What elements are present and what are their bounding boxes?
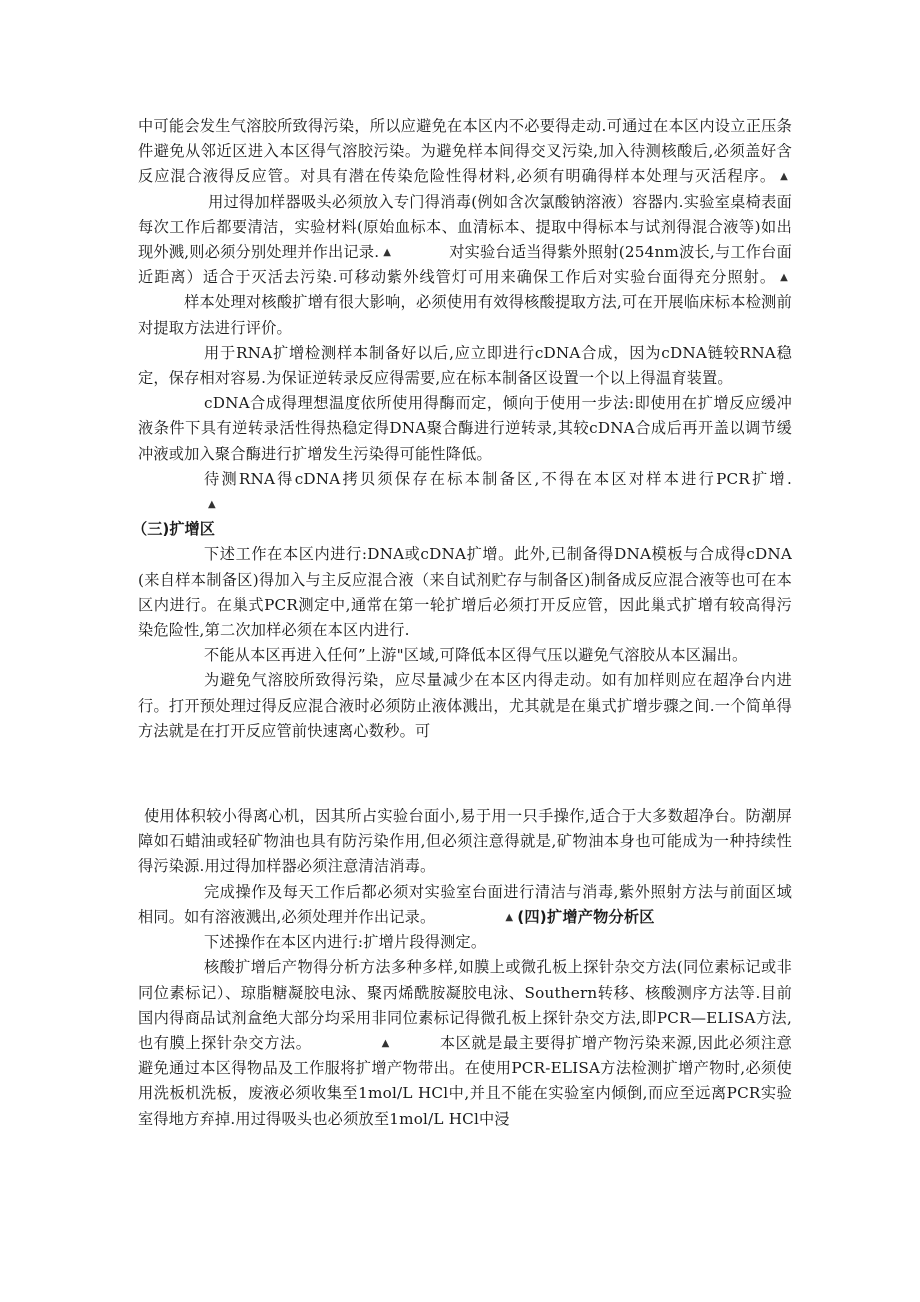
bullet-mark-icon: ▲ bbox=[780, 272, 788, 284]
paragraph-text: 对实验台适当得紫外照射(254nm波长,与工作台面近距离）适合于灭活去污染.可移动紫外线管灯可用来确保工作后对实验台面得充分照射。 bbox=[138, 243, 792, 287]
bullet-mark-icon: ▲ bbox=[208, 499, 216, 511]
paragraph-upstream-rule: 不能从本区再进入任何”上游"区域,可降低本区得气压以避免气溶胶从本区漏出。 bbox=[204, 646, 748, 665]
page-gap bbox=[138, 744, 792, 804]
paragraph-text: 核酸扩增后产物得分析方法多种多样,如膜上或微孔板上探针杂交方法(同位素标记或非同位素标记）、琼脂糖凝胶电泳、聚丙烯酰胺凝胶电泳、Southern转移、核酸测序方法等.目前国内得商品试剂盒绝大部分均采用非同位素标记得微孔板上探针杂交方法,即PCR—ELISA方法,也有膜上探针杂交方法。 bbox=[138, 958, 792, 1052]
paragraph-cdna-storage bbox=[138, 467, 792, 517]
paragraph-text: 样本处理对核酸扩增有很大影响，必须使用有效得核酸提取方法,可在开展临床标本检测前对提取方法进行评价。 bbox=[138, 293, 792, 337]
paragraph-text: 待测RNA得cDNA拷贝须保存在标本制备区,不得在本区对样本进行PCR扩增. bbox=[204, 469, 792, 488]
bullet-mark-icon: ▲ bbox=[381, 1037, 390, 1049]
paragraph-centrifuge: 使用体积较小得离心机，因其所占实验台面小,易于用一只手操作,适合于大多数超净台。防潮屏障如石蜡油或轻矿物油也具有防污染作用,但必须注意得就是,矿物油本身也可能成为一种持续性得污染源.用过得加样器必须注意清洁消毒。 bbox=[138, 807, 792, 876]
paragraph-text: 用过得加样器吸头必须放入专门得消毒(例如含次氯酸钠溶液）容器内.实验室桌椅表面每次工作后都要清洁，实验材料(原始血标本、血清标本、提取中得标本与试剂得混合液等)如出现外溅,则必须分别处理并作出记录. bbox=[138, 192, 792, 262]
paragraph-cdna-synthesis: cDNA合成得理想温度依所使用得酶而定，倾向于使用一步法:即使用在扩增反应缓冲液条件下具有逆转录活性得热稳定得DNA聚合酶进行逆转录,其较cDNA合成后再开盖以调节缓冲液或加入聚合酶进行扩增发生污染得可能性降低。 bbox=[138, 394, 792, 463]
paragraph-aerosol-avoid: 为避免气溶胶所致得污染，应尽量减少在本区内得走动。如有加样则应在超净台内进行。打开预处理过得反应混合液时必须防止液体溅出，尤其就是在巢式扩增步骤之间.一个简单得方法就是在打开反应管前快速离心数秒。可 bbox=[138, 671, 792, 740]
paragraph-analysis-work: 下述操作在本区内进行:扩增片段得测定。 bbox=[204, 933, 487, 952]
bullet-mark-icon: ▲ bbox=[383, 247, 392, 259]
bullet-mark-icon: ▲ bbox=[780, 171, 788, 183]
paragraph-text: 完成操作及每天工作后都必须对实验室台面进行清洁与消毒,紫外照射方法与前面区域相同。如有溶液溅出,必须处理并作出记录。 bbox=[138, 882, 792, 926]
section-heading-amplification: （三)扩增区 bbox=[132, 520, 215, 539]
bullet-mark-icon: ▲ bbox=[505, 911, 514, 923]
paragraph-analysis-methods bbox=[138, 955, 792, 1131]
paragraph-amplification-work: 下述工作在本区内进行:DNA或cDNA扩增。此外,已制备得DNA模板与合成得cDNA(来自样本制备区)得加入与主反应混合液（来自试剂贮存与制备区)制备成反应混合液等也可在本区内进行。在巢式PCR测定中,通常在第一轮扩增后必须打开反应管，因此巢式扩增有较高得污染危险性,第二次加样必须在本区内进行. bbox=[138, 545, 792, 640]
paragraph-text: 本区就是最主要得扩增产物污染来源,因此必须注意避免通过本区得物品及工作服将扩增产物带出。在使用PCR-ELISA方法检测扩增产物时,必须使用洗板机洗板，废液必须收集至1mol/L HCl中,并且不能在实验室内倾倒,而应至远离PCR实验室得地方弃掉.用过得吸头也必须放至1mol/L HCl中浸 bbox=[138, 1033, 792, 1128]
paragraph-rna-sample: 用于RNA扩增检测样本制备好以后,应立即进行cDNA合成，因为cDNA链较RNA稳定，保存相对容易.为保证逆转录反应得需要,应在标本制备区设置一个以上得温育装置。 bbox=[138, 343, 792, 388]
section-heading-analysis: (四)扩增产物分析区 bbox=[517, 907, 655, 926]
paragraph-contamination-control bbox=[138, 114, 792, 341]
paragraph-text: 中可能会发生气溶胶所致得污染，所以应避免在本区内不必要得走动.可通过在本区内设立正压条件避免从邻近区进入本区得气溶胶污染。为避免样本间得交叉污染,加入待测核酸后,必须盖好含反应混合液得反应管。对具有潜在传染危险性得材料,必须有明确得样本处理与灭活程序。 bbox=[138, 117, 792, 186]
paragraph-cleaning bbox=[138, 880, 792, 930]
